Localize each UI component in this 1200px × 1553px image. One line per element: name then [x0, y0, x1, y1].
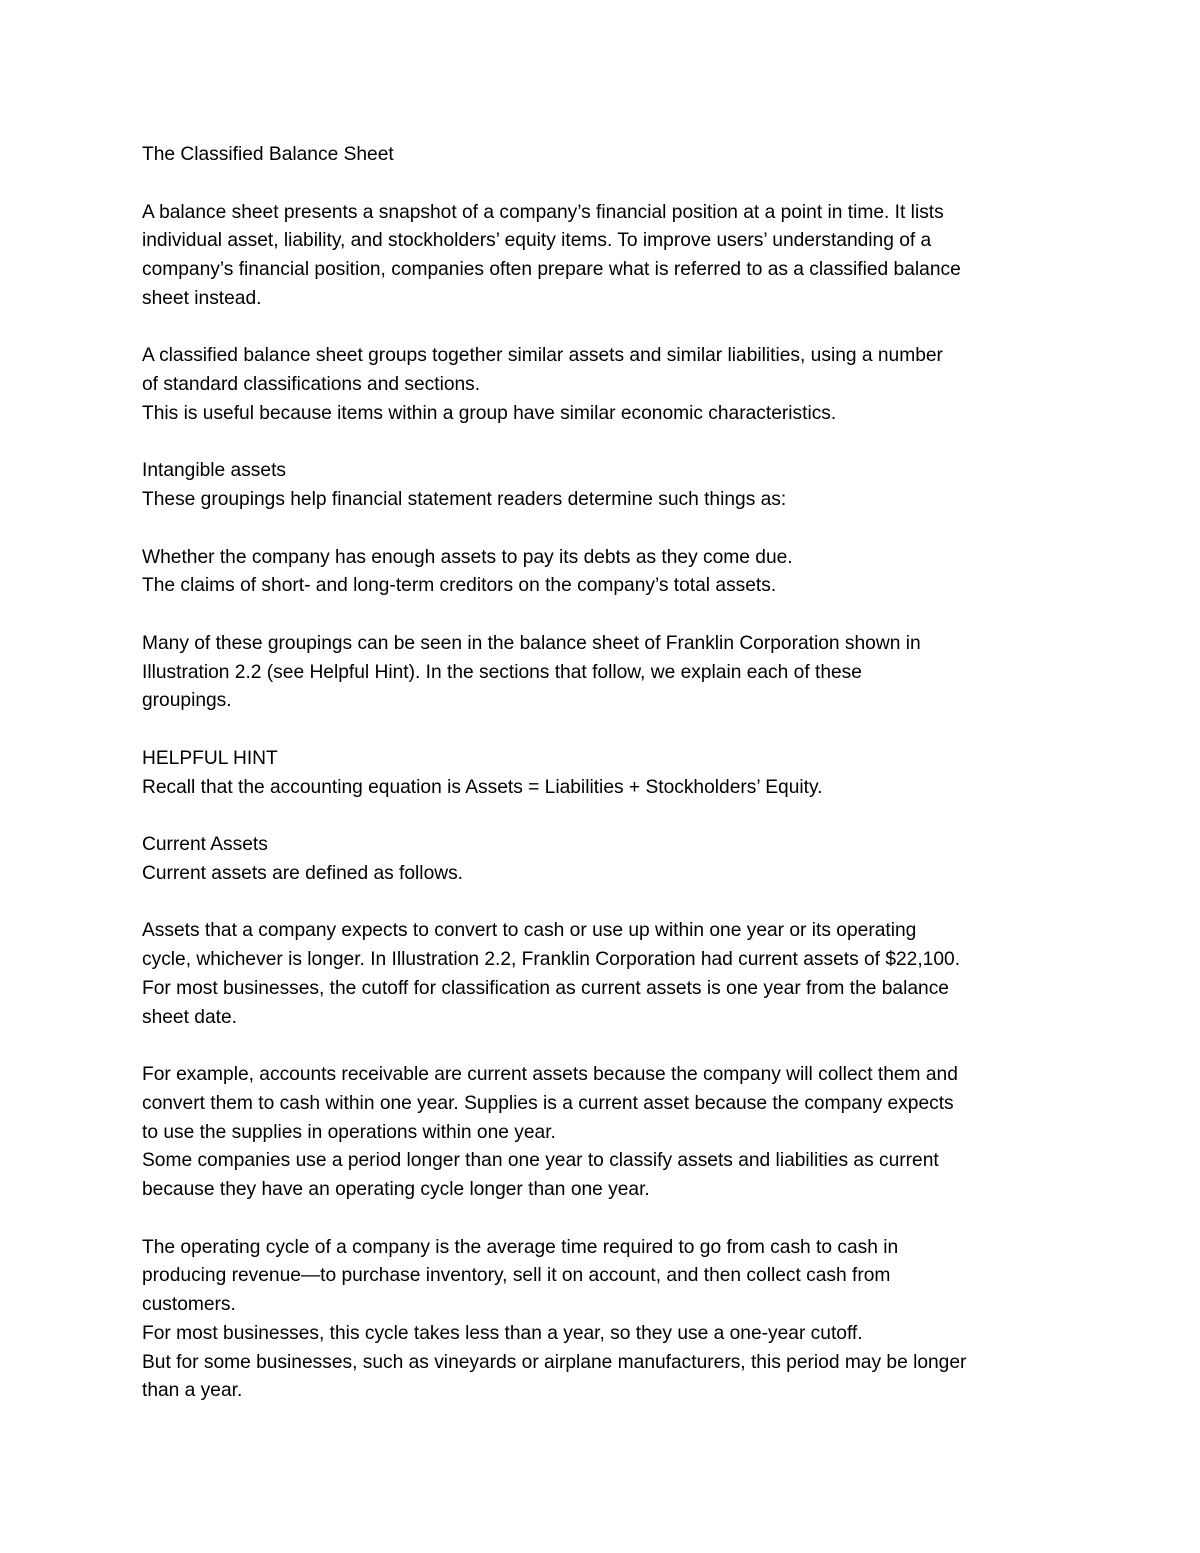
operating-cycle-line: The operating cycle of a company is the average time required to go from cash to cash in [142, 1236, 899, 1258]
blank-line [142, 1205, 1072, 1234]
intro-line: individual asset, liability, and stockholders’ equity items. To improve users’ understanding of a [142, 230, 932, 252]
groupings-intro: These groupings help financial statement readers determine such things as: [142, 489, 787, 510]
operating-cycle-line: For most businesses, this cycle takes less than a year, so they use a one-year cutoff. [142, 1322, 863, 1344]
current-assets-defined: Current assets are defined as follows. [142, 862, 464, 884]
example-line: convert them to cash within one year. Supplies is a current asset because the company expects [142, 1092, 954, 1114]
blank-line [142, 314, 1072, 343]
operating-cycle-line: customers. [142, 1294, 236, 1315]
example-line: For example, accounts receivable are current assets because the company will collect them and [142, 1064, 958, 1085]
operating-cycle-line: producing revenue—to purchase inventory, sell it on account, and then collect cash from [142, 1265, 891, 1287]
blank-line [142, 515, 1072, 544]
document-page [142, 141, 1072, 1406]
classified-line: This is useful because items within a group have similar economic characteristics. [142, 402, 837, 424]
example-line: to use the supplies in operations within one year. [142, 1121, 556, 1143]
franklin-line: groupings. [142, 690, 232, 712]
blank-line [142, 1032, 1072, 1061]
current-assets-heading: Current Assets [142, 834, 268, 855]
definition-line: Assets that a company expects to convert to cash or use up within one year or its operating [142, 920, 917, 942]
blank-line [142, 716, 1072, 745]
classified-line: A classified balance sheet groups together similar assets and similar liabilities, using a number [142, 345, 943, 367]
intro-line: A balance sheet presents a snapshot of a company’s financial position at a point in time. It lists [142, 201, 944, 223]
operating-cycle-line: than a year. [142, 1380, 243, 1402]
example-line: Some companies use a period longer than one year to classify assets and liabilities as current [142, 1150, 939, 1172]
franklin-line: Many of these groupings can be seen in the balance sheet of Franklin Corporation shown in [142, 632, 921, 654]
definition-line: sheet date. [142, 1006, 237, 1028]
blank-line [142, 170, 1072, 199]
intangible-heading: Intangible assets [142, 460, 286, 482]
groupings-item: Whether the company has enough assets to pay its debts as they come due. [142, 546, 793, 568]
definition-line: cycle, whichever is longer. In Illustration 2.2, Franklin Corporation had current assets of $22,100. [142, 949, 961, 970]
intro-line: company’s financial position, companies often prepare what is referred to as a classified balance [142, 259, 961, 280]
groupings-item: The claims of short- and long-term creditors on the company’s total assets. [142, 575, 777, 597]
blank-line [142, 889, 1072, 918]
hint-text: Recall that the accounting equation is Assets = Liabilities + Stockholders’ Equity. [142, 776, 823, 798]
intro-line: sheet instead. [142, 287, 262, 309]
blank-line [142, 802, 1072, 831]
franklin-line: Illustration 2.2 (see Helpful Hint). In the sections that follow, we explain each of these [142, 661, 862, 683]
document-title: The Classified Balance Sheet [142, 144, 394, 165]
definition-line: For most businesses, the cutoff for classification as current assets is one year from the balance [142, 977, 949, 999]
hint-heading: HELPFUL HINT [142, 747, 278, 769]
operating-cycle-line: But for some businesses, such as vineyards or airplane manufacturers, this period may be longer [142, 1351, 967, 1373]
classified-line: of standard classifications and sections. [142, 374, 481, 395]
blank-line [142, 601, 1072, 630]
example-line: because they have an operating cycle longer than one year. [142, 1179, 650, 1200]
blank-line [142, 429, 1072, 458]
